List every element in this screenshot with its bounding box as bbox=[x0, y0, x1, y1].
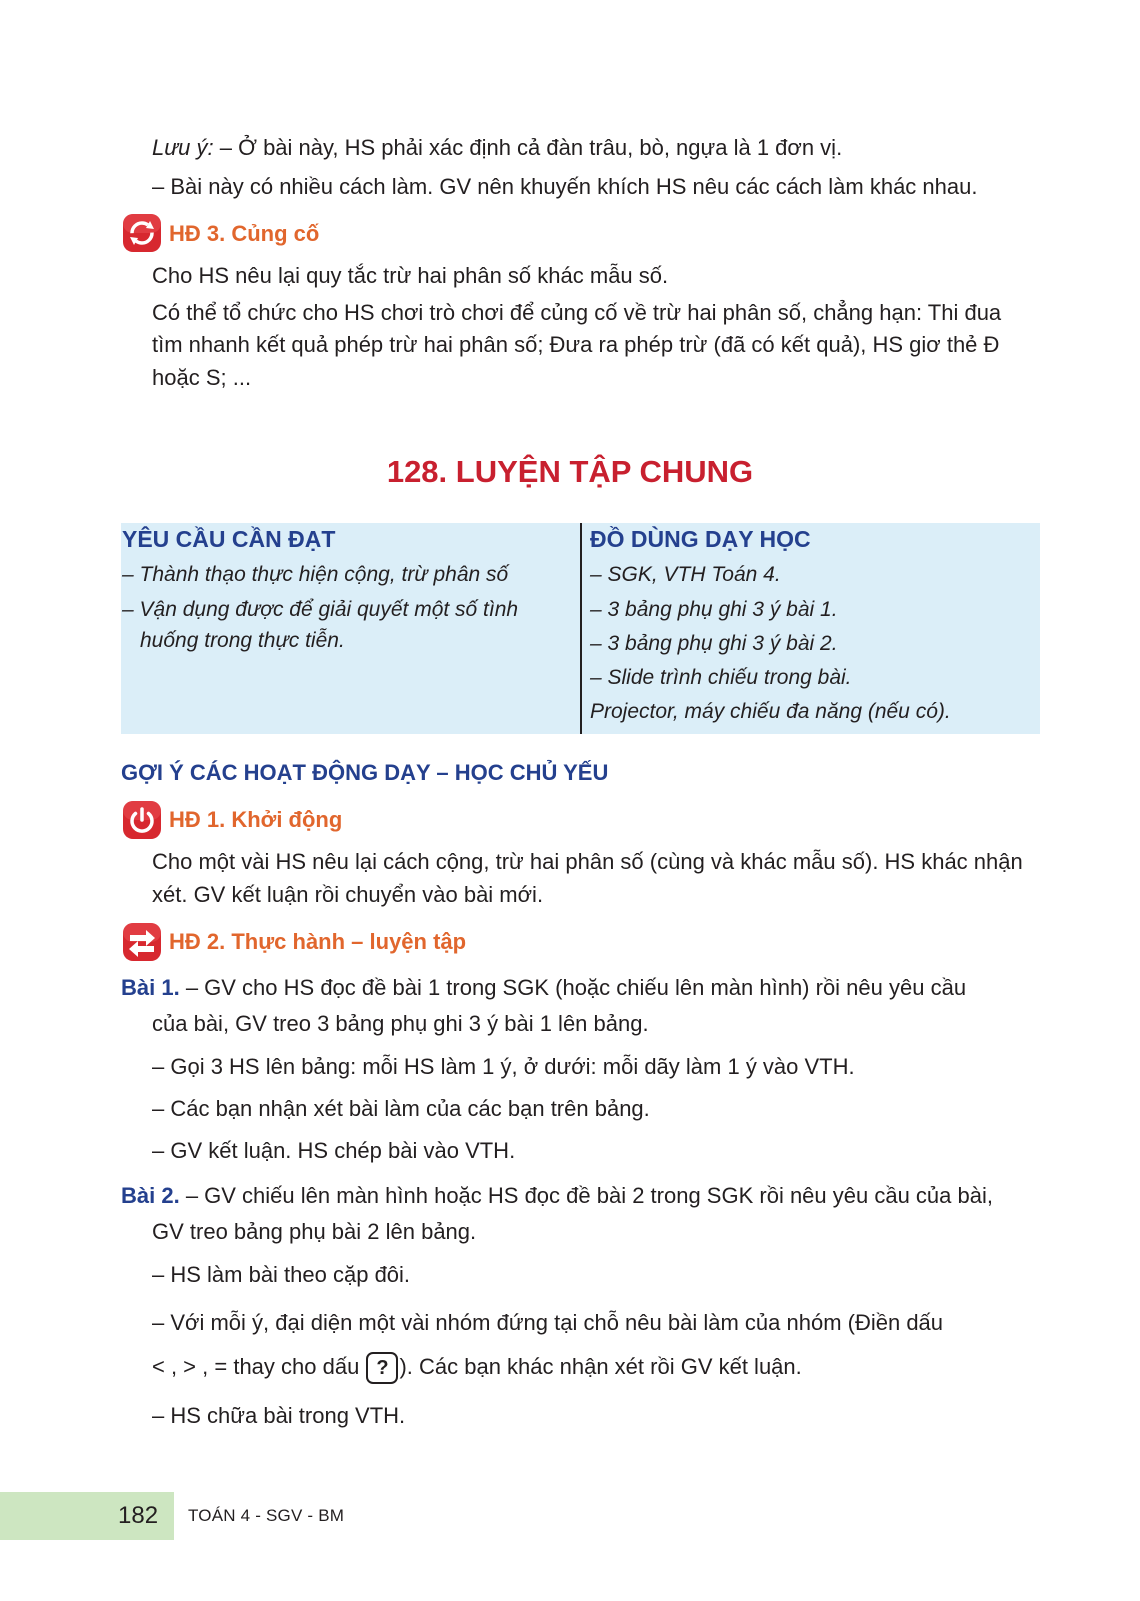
bai2-line-3: – HS làm bài theo cặp đôi. bbox=[152, 1262, 411, 1287]
bai1-line-5: – GV kết luận. HS chép bài vào VTH. bbox=[152, 1138, 516, 1163]
bai2-line-4: – Với mỗi ý, đại diện một vài nhóm đứng tại chỗ nêu bài làm của nhóm (Điền dấu bbox=[152, 1310, 944, 1335]
bai1-label: Bài 1. bbox=[121, 975, 180, 1000]
note-line-2: – Bài này có nhiều cách làm. GV nên khuyến khích HS nêu các cách làm khác nhau. bbox=[152, 174, 978, 199]
page-number: 182 bbox=[118, 1502, 159, 1529]
hd3-line-4: hoặc S; ... bbox=[152, 365, 252, 390]
requirements-header: YÊU CẦU CẦN ĐẠT bbox=[122, 526, 336, 552]
bai2-line5-before: < , > , = thay cho dấu bbox=[152, 1354, 366, 1379]
bai2-text: – GV chiếu lên màn hình hoặc HS đọc đề bài 2 trong SGK rồi nêu yêu cầu của bài, bbox=[179, 1183, 993, 1208]
refresh-icon bbox=[122, 213, 162, 253]
hd1-title: HĐ 1. Khởi động bbox=[169, 807, 343, 832]
requirement-item: – Thành thạo thực hiện cộng, trừ phân số bbox=[122, 563, 509, 586]
lesson-title: 128. LUYỆN TẬP CHUNG bbox=[386, 454, 754, 489]
hd3-line-2: Có thể tổ chức cho HS chơi trò chơi để củng cố về trừ hai phân số, chẳng hạn: Thi đua bbox=[152, 300, 1002, 325]
activities-heading: GỢI Ý CÁC HOẠT ĐỘNG DẠY – HỌC CHỦ YẾU bbox=[121, 760, 609, 785]
bai2-line-1 bbox=[121, 1180, 993, 1212]
materials-header: ĐỒ DÙNG DẠY HỌC bbox=[590, 526, 811, 552]
material-item: – SGK, VTH Toán 4. bbox=[590, 563, 781, 586]
bai2-label: Bài 2. bbox=[121, 1183, 180, 1208]
power-icon bbox=[122, 800, 162, 840]
requirement-item: – Vận dụng được để giải quyết một số tình bbox=[122, 598, 519, 621]
note-text: – Ở bài này, HS phải xác định cả đàn trâu, bò, ngựa là 1 đơn vị. bbox=[213, 135, 843, 160]
requirement-item: huống trong thực tiễn. bbox=[140, 629, 345, 652]
material-item: – Slide trình chiếu trong bài. bbox=[590, 666, 852, 689]
hd1-line-2: xét. GV kết luận rồi chuyển vào bài mới. bbox=[152, 882, 544, 907]
bai2-line-5 bbox=[152, 1351, 802, 1384]
table-divider bbox=[580, 523, 582, 734]
question-box-icon: ? bbox=[366, 1352, 398, 1384]
hd3-line-3: tìm nhanh kết quả phép trừ hai phân số; Đưa ra phép trừ (đã có kết quả), HS giơ thẻ Đ bbox=[152, 332, 1000, 357]
material-item: – 3 bảng phụ ghi 3 ý bài 1. bbox=[590, 598, 838, 621]
bai1-line-4: – Các bạn nhận xét bài làm của các bạn trên bảng. bbox=[152, 1096, 650, 1121]
hd3-title: HĐ 3. Củng cố bbox=[169, 221, 320, 246]
bai2-line-2: GV treo bảng phụ bài 2 lên bảng. bbox=[152, 1219, 477, 1244]
material-item: – 3 bảng phụ ghi 3 ý bài 2. bbox=[590, 632, 838, 655]
note-label: Lưu ý: bbox=[152, 135, 214, 160]
book-title: TOÁN 4 - SGV - BM bbox=[188, 1506, 345, 1525]
bai1-text: – GV cho HS đọc đề bài 1 trong SGK (hoặc chiếu lên màn hình) rồi nêu yêu cầu bbox=[179, 975, 967, 1000]
swap-arrows-icon bbox=[122, 922, 162, 962]
note-line-1 bbox=[152, 132, 842, 164]
bai1-line-3: – Gọi 3 HS lên bảng: mỗi HS làm 1 ý, ở dưới: mỗi dãy làm 1 ý vào VTH. bbox=[152, 1054, 855, 1079]
material-item: Projector, máy chiếu đa năng (nếu có). bbox=[590, 700, 951, 723]
bai2-line5-after: ). Các bạn khác nhận xét rồi GV kết luận. bbox=[399, 1354, 802, 1379]
hd2-title: HĐ 2. Thực hành – luyện tập bbox=[169, 929, 467, 954]
bai1-line-2: của bài, GV treo 3 bảng phụ ghi 3 ý bài 1 lên bảng. bbox=[152, 1011, 649, 1036]
bai1-line-1 bbox=[121, 972, 966, 1004]
bai2-line-6: – HS chữa bài trong VTH. bbox=[152, 1403, 406, 1428]
hd1-line-1: Cho một vài HS nêu lại cách cộng, trừ hai phân số (cùng và khác mẫu số). HS khác nhận bbox=[152, 849, 1023, 874]
hd3-line-1: Cho HS nêu lại quy tắc trừ hai phân số khác mẫu số. bbox=[152, 263, 669, 288]
